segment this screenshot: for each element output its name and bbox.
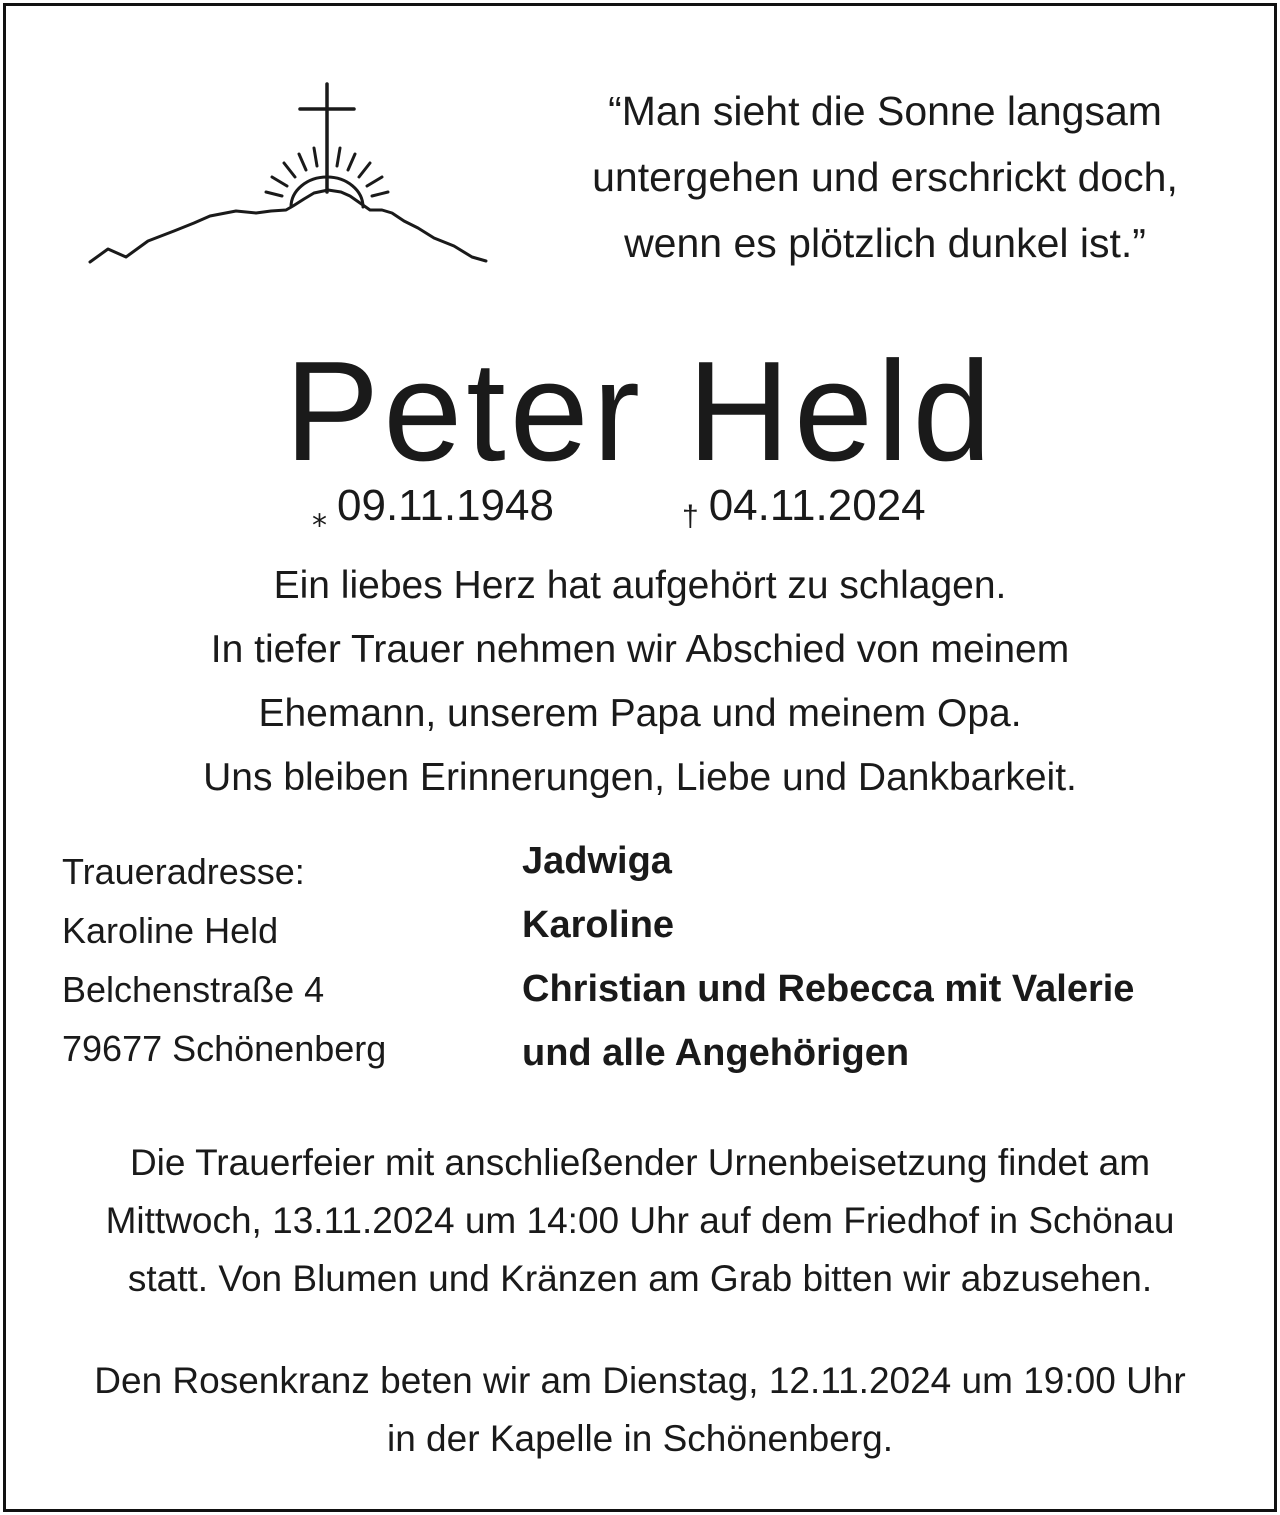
quote	[520, 78, 1250, 276]
rosary-notice	[0, 1352, 1280, 1468]
funeral-line: statt. Von Blumen und Kränzen am Grab bitten wir abzusehen.	[127, 1258, 1153, 1299]
family-member: Karoline	[522, 904, 675, 946]
deceased-name: Peter Held	[284, 332, 996, 491]
mourning-address	[62, 842, 386, 1078]
mourning-text	[0, 554, 1280, 810]
birth-star-icon: ⁎	[312, 500, 327, 533]
rosary-line: in der Kapelle in Schönenberg.	[386, 1418, 894, 1459]
family-member: Jadwiga	[522, 840, 672, 882]
family-signatories	[522, 829, 1134, 1085]
quote-line: “Man sieht die Sonne langsam	[608, 88, 1162, 134]
cross-over-mountain-sunset-icon	[86, 82, 492, 268]
mourning-line: Uns bleiben Erinnerungen, Liebe und Dankbarkeit.	[203, 756, 1077, 799]
birth-date-line	[312, 478, 554, 545]
address-label: Traueradresse:	[62, 851, 305, 892]
address-city: 79677 Schönenberg	[62, 1028, 387, 1069]
mourning-line: Ein liebes Herz hat aufgehört zu schlagen.	[273, 564, 1007, 607]
death-cross-icon: †	[682, 500, 699, 533]
address-street: Belchenstraße 4	[62, 969, 325, 1010]
funeral-notice	[0, 1134, 1280, 1308]
funeral-line: Die Trauerfeier mit anschließender Urnenbeisetzung findet am	[129, 1142, 1151, 1183]
funeral-line: Mittwoch, 13.11.2024 um 14:00 Uhr auf dem Friedhof in Schönau	[105, 1200, 1175, 1241]
birth-date: 09.11.1948	[337, 481, 554, 530]
address-name: Karoline Held	[62, 910, 279, 951]
mourning-line: Ehemann, unserem Papa und meinem Opa.	[258, 692, 1022, 735]
rosary-line: Den Rosenkranz beten wir am Dienstag, 12.11.2024 um 19:00 Uhr	[94, 1360, 1186, 1401]
family-member: Christian und Rebecca mit Valerie	[522, 968, 1135, 1010]
quote-line: untergehen und erschrickt doch,	[592, 154, 1178, 200]
death-date: 04.11.2024	[708, 481, 926, 530]
family-member: und alle Angehörigen	[522, 1032, 910, 1074]
quote-line: wenn es plötzlich dunkel ist.”	[624, 220, 1146, 266]
death-date-line	[682, 478, 926, 545]
mourning-line: In tiefer Trauer nehmen wir Abschied von meinem	[210, 628, 1070, 671]
